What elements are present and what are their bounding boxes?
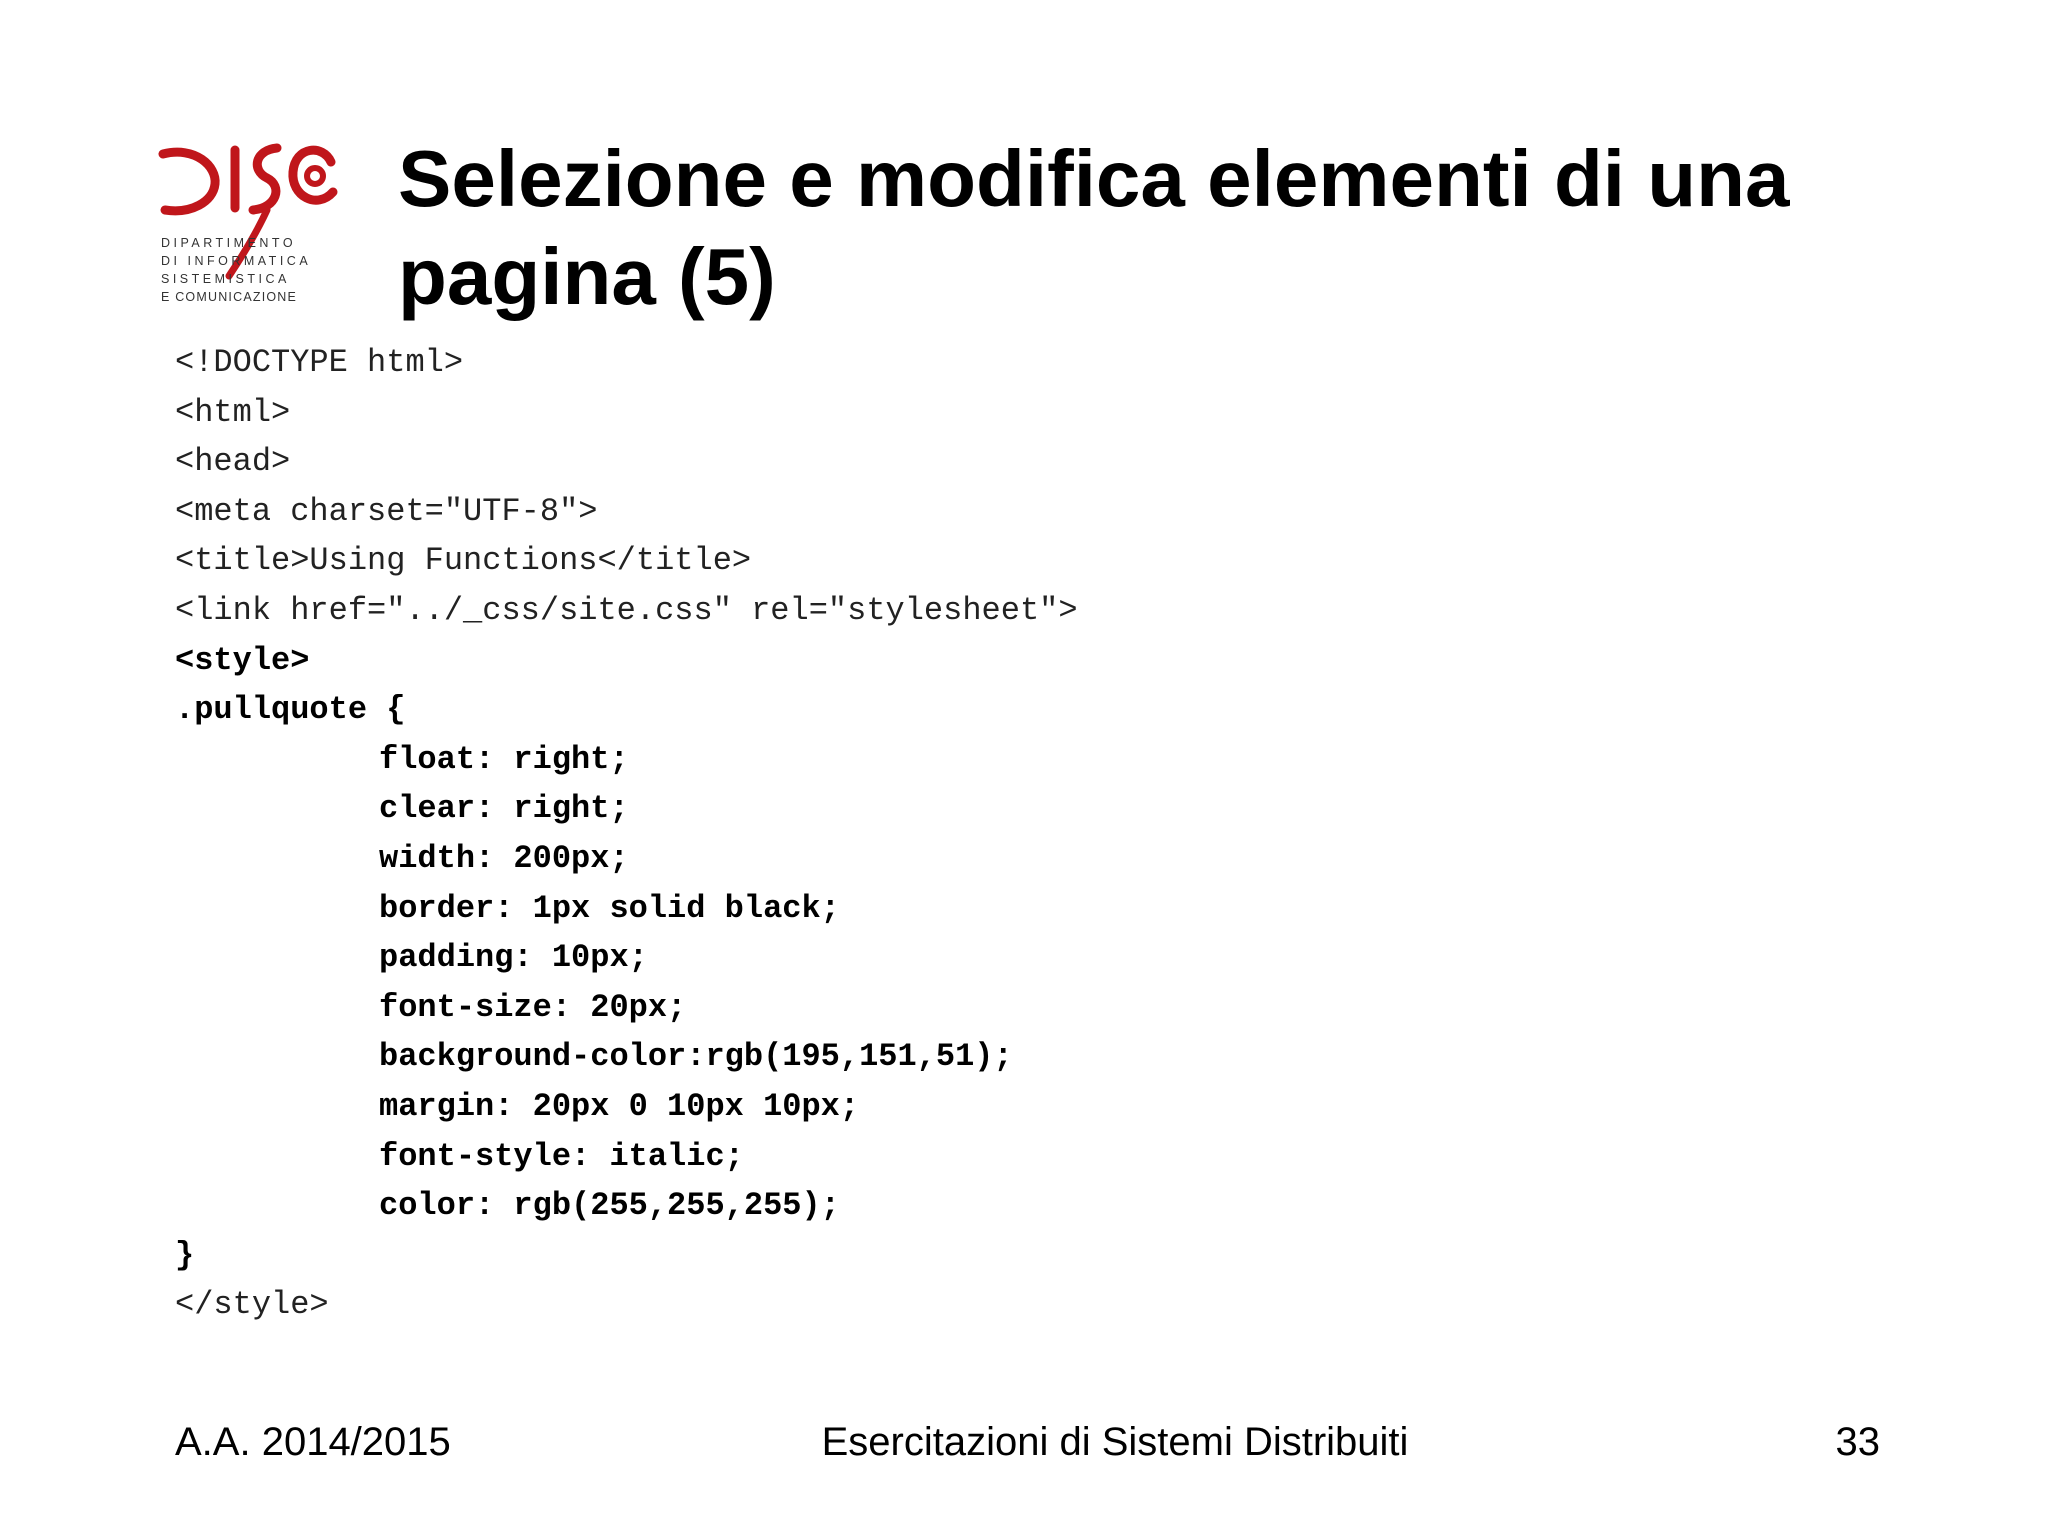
code-block: [175, 338, 1875, 1330]
code-line-highlighted: font-style: italic;: [379, 1137, 744, 1175]
code-line-highlighted: .pullquote {: [175, 691, 406, 729]
code-line-highlighted: width: 200px;: [379, 839, 629, 877]
code-line-highlighted: font-size: 20px;: [379, 988, 687, 1026]
logo-line-1: DIPARTIMENTO: [161, 236, 297, 250]
code-line-highlighted: margin: 20px 0 10px 10px;: [379, 1087, 860, 1125]
disco-logo: [155, 136, 340, 316]
code-line-highlighted: border: 1px solid black;: [379, 889, 840, 927]
logo-line-4: E COMUNICAZIONE: [161, 290, 298, 304]
code-line-highlighted: <style>: [175, 641, 310, 679]
code-line-highlighted: background-color:rgb(195,151,51);: [379, 1038, 1013, 1076]
footer-course-title: Esercitazioni di Sistemi Distribuiti: [821, 1420, 1409, 1464]
footer-academic-year: A.A. 2014/2015: [175, 1420, 451, 1464]
code-line-highlighted: }: [175, 1236, 195, 1274]
code-line: <title>Using Functions</title>: [175, 542, 752, 580]
logo-line-2: DI INFORMATICA: [161, 254, 312, 268]
logo-line-3: SISTEMISTICA: [161, 272, 290, 286]
code-line: </style>: [175, 1286, 329, 1324]
code-line: <!DOCTYPE html>: [175, 344, 464, 381]
code-line: <meta charset="UTF-8">: [175, 492, 598, 530]
code-line-highlighted: clear: right;: [379, 790, 629, 828]
code-line: <html>: [175, 393, 291, 431]
code-line-highlighted: padding: 10px;: [379, 939, 648, 977]
disco-logo-image: [155, 136, 340, 316]
code-line-highlighted: color: rgb(255,255,255);: [379, 1187, 840, 1225]
code-line: <link href="../_css/site.css" rel="stylesheet">: [175, 591, 1078, 629]
code-line-highlighted: float: right;: [379, 740, 629, 778]
code-line: <head>: [175, 443, 291, 481]
slide-title: Selezione e modifica elementi di una pagina (5): [398, 134, 1790, 321]
footer-page-number: 33: [1835, 1420, 1880, 1464]
